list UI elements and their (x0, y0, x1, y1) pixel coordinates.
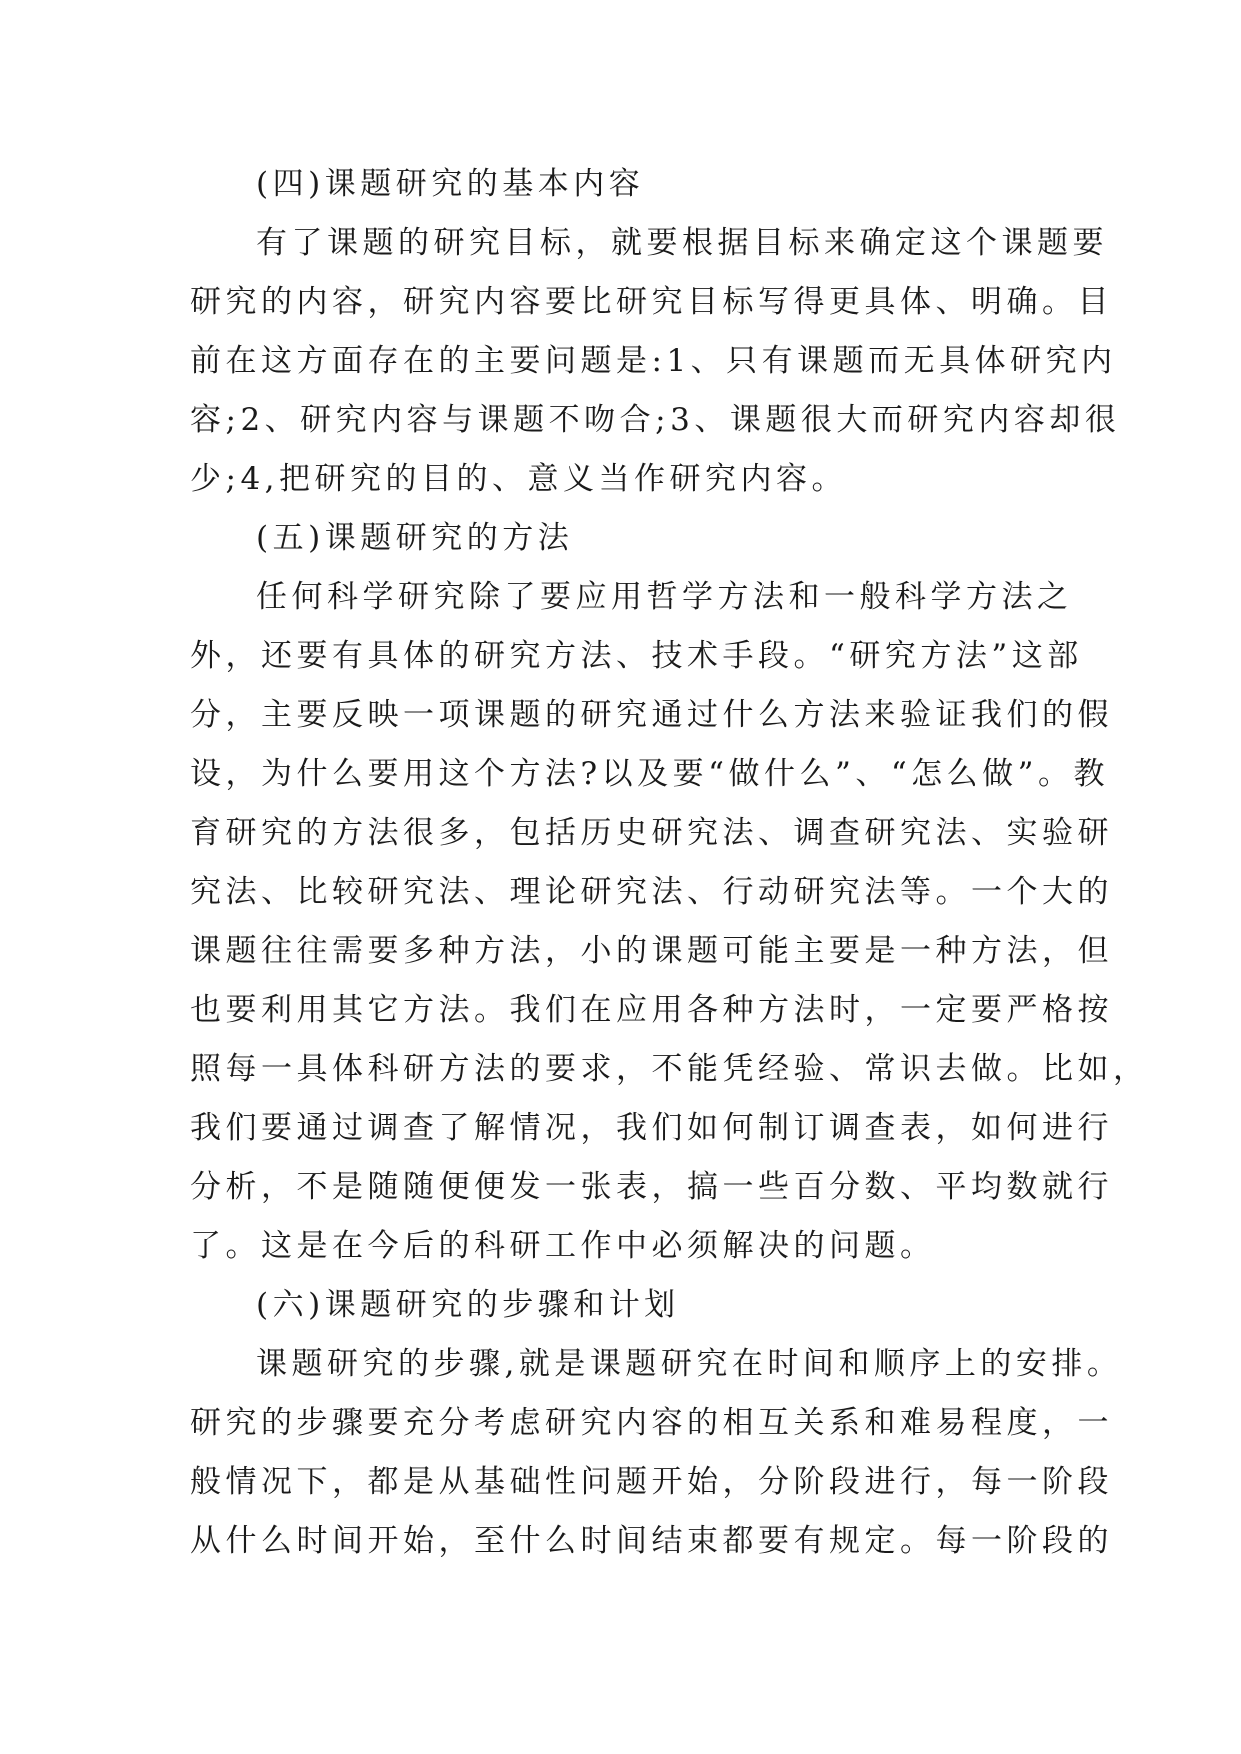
paragraph-line: 外，还要有具体的研究方法、技术手段。“研究方法”这部 (190, 638, 1083, 674)
paragraph-line: 了。这是在今后的科研工作中必须解决的问题。 (190, 1228, 936, 1264)
paragraph-line: 般情况下，都是从基础性问题开始，分阶段进行，每一阶段 (190, 1464, 1113, 1500)
document-body (190, 155, 1149, 1571)
paragraph-line: 研究的步骤要充分考虑研究内容的相互关系和难易程度，一 (190, 1405, 1113, 1441)
paragraph-line: 课题研究的步骤,就是课题研究在时间和顺序上的安排。 (256, 1346, 1123, 1382)
paragraph-line: 从什么时间开始，至什么时间结束都要有规定。每一阶段的 (190, 1523, 1113, 1559)
section-heading: (五)课题研究的方法 (256, 520, 574, 556)
section-heading: (四)课题研究的基本内容 (256, 166, 645, 202)
paragraph-line: 少;4,把研究的目的、意义当作研究内容。 (190, 461, 848, 497)
paragraph-line: 有了课题的研究目标，就要根据目标来确定这个课题要 (256, 225, 1108, 261)
paragraph-line: 育研究的方法很多，包括历史研究法、调查研究法、实验研 (190, 815, 1113, 851)
paragraph-line: 也要利用其它方法。我们在应用各种方法时，一定要严格按 (190, 992, 1113, 1028)
paragraph-line: 课题往往需要多种方法，小的课题可能主要是一种方法，但 (190, 933, 1113, 969)
paragraph-line: 究法、比较研究法、理论研究法、行动研究法等。一个大的 (190, 874, 1113, 910)
paragraph-line: 我们要通过调查了解情况，我们如何制订调查表，如何进行 (190, 1110, 1113, 1146)
paragraph-line: 容;2、研究内容与课题不吻合;3、课题很大而研究内容却很 (190, 402, 1121, 438)
paragraph-line: 分，主要反映一项课题的研究通过什么方法来验证我们的假 (190, 697, 1113, 733)
paragraph-line: 研究的内容，研究内容要比研究目标写得更具体、明确。目 (190, 284, 1113, 320)
paragraph-line: 照每一具体科研方法的要求，不能凭经验、常识去做。比如， (190, 1051, 1149, 1087)
paragraph-line: 任何科学研究除了要应用哲学方法和一般科学方法之 (256, 579, 1073, 615)
paragraph-line: 前在这方面存在的主要问题是:1、只有课题而无具体研究内 (190, 343, 1117, 379)
paragraph-line: 设，为什么要用这个方法?以及要“做什么”、“怎么做”。教 (190, 756, 1110, 792)
paragraph-line: 分析，不是随随便便发一张表，搞一些百分数、平均数就行 (190, 1169, 1113, 1205)
section-heading: (六)课题研究的步骤和计划 (256, 1287, 680, 1323)
